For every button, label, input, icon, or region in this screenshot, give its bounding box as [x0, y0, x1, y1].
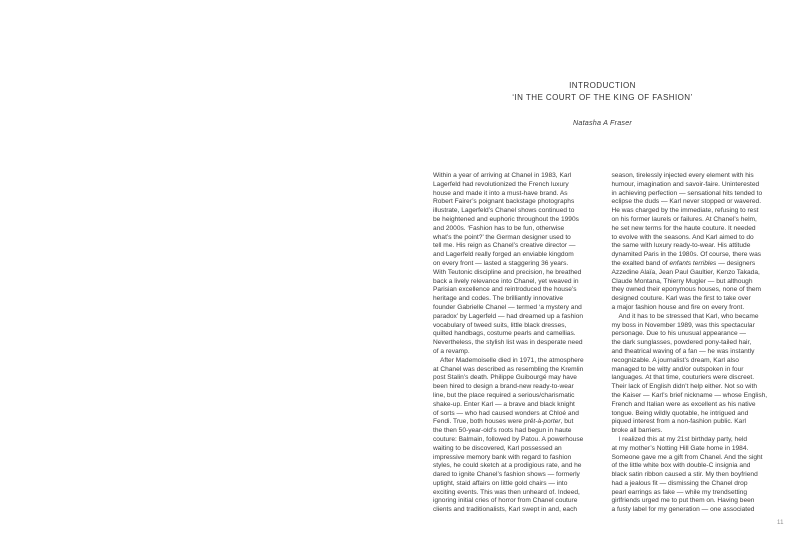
body-line: on his former laurels or failures. At Chanel’s helm,: [611, 215, 757, 223]
body-line: shake-up. Enter Karl — a brave and black knight: [433, 400, 575, 408]
body-line: waiting to be discovered, Karl possessed an: [433, 444, 562, 452]
body-line: the exalted band of enfants terribles — designers: [611, 259, 756, 267]
body-line: piqued interest from a non-fashion public. Karl: [611, 418, 747, 426]
body-line: vocabulary of tweed suits, little black dresses,: [433, 321, 567, 329]
body-line: dynamited Paris in the 1980s. Of course, there was: [611, 251, 762, 259]
body-line: clients and traditionalists, Karl swept in and, each: [433, 506, 578, 514]
body-line: exciting events. This was then unheard of. Indeed,: [433, 488, 580, 496]
body-line: pearl earrings as fake — while my trendsetting: [611, 488, 748, 496]
body-line: the Kaiser — Karl’s brief nickname — whose English,: [611, 391, 768, 399]
body-line: my boss in November 1989, was this spectacular: [611, 321, 755, 329]
body-line: be heightened and euphoric throughout the 1990s: [433, 215, 579, 223]
chapter-title-line2: ‘IN THE COURT OF THE KING OF FASHION’: [512, 92, 693, 102]
author-byline: Natasha A Fraser: [573, 118, 632, 127]
page-number: 11: [777, 520, 784, 526]
body-line: black satin ribbon caused a stir. My then boyfriend: [611, 471, 758, 479]
chapter-title-line1: INTRODUCTION: [569, 81, 636, 90]
body-line: designed couture. Karl was the first to take over: [611, 295, 751, 303]
body-line: and theatrical waving of a fan — he was instantly: [611, 347, 755, 355]
body-line: of sorts — who had caused wonders at Chloé and: [433, 409, 579, 417]
chapter-header: [431, 80, 774, 127]
body-line: styles, he could sketch at a prodigious rate, and he: [433, 462, 582, 470]
body-line: Someone gave me a gift from Chanel. And the sight: [611, 453, 763, 461]
body-line: uptight, staid affairs on little gold chairs — into: [433, 479, 568, 487]
body-line: And it has to be stressed that Karl, who became: [618, 312, 759, 320]
body-line: With Teutonic discipline and precision, he breathed: [433, 268, 582, 276]
body-line: they owned their eponymous houses, none of them: [611, 286, 762, 294]
body-line: ignoring initial cries of horror from Chanel couture: [433, 497, 578, 505]
body-line: been hired to design a brand-new ready-to-wear: [433, 383, 574, 391]
body-right-column: [612, 172, 779, 515]
body-line: I realized this at my 21st birthday party, held: [618, 435, 748, 443]
body-line: illustrate, Lagerfeld’s Chanel shows continued to: [433, 207, 575, 215]
body-line: After Mademoiselle died in 1971, the atmosphere: [440, 356, 584, 364]
body-line: line, but the place required a serious/charismatic: [433, 391, 575, 399]
body-line: at Chanel was described as resembling the Kremlin: [433, 365, 584, 373]
body-left-column: [433, 172, 600, 515]
body-line: what’s the point?’ the German designer used to: [433, 233, 571, 241]
body-line: founder Gabrielle Chanel — termed ‘a mystery and: [433, 303, 582, 311]
body-line: girlfriends urged me to put them on. Having been: [611, 497, 755, 505]
body-line: and 2000s. ‘Fashion has to be fun, otherwise: [433, 224, 565, 232]
body-line: paradox’ by Lagerfeld — had dreamed up a fashion: [433, 312, 584, 320]
body-line: He was charged by the immediate, refusing to rest: [611, 207, 759, 215]
body-line: had a jealous fit — dismissing the Chanel drop: [611, 479, 748, 487]
body-line: broke all barriers.: [611, 427, 663, 435]
body-line: recognizable. A journalist’s dream, Karl also: [611, 356, 739, 364]
body-line: French and Italian were as excellent as his native: [611, 400, 756, 408]
body-line: of a revamp.: [433, 347, 470, 355]
body-line: in achieving perfection — sensational hits tended to: [611, 189, 763, 197]
body-line: season, tirelessly injected every element with his: [611, 172, 754, 179]
body-line: Nevertheless, the stylish list was in desperate need: [433, 339, 583, 347]
body-line: back a lively relevance into Chanel, yet weaved in: [433, 277, 579, 285]
body-line: tongue. Being wildly quotable, he intrigued and: [611, 409, 749, 417]
body-line: Parisian excellence and reintroduced the house’s: [433, 286, 577, 294]
body-line: and Lagerfeld really forged an enviable kingdom: [433, 251, 574, 259]
body-line: house and made it into a must-have brand. As: [433, 189, 568, 197]
body-line: Claude Montana, Thierry Mugler — but although: [611, 277, 753, 285]
body-line: Their lack of English didn’t help either. Not so with: [611, 383, 758, 391]
body-line: to evolve with the seasons. And Karl aimed to do: [611, 233, 754, 241]
body-line: dared to ignite Chanel’s fashion shows — formerly: [433, 471, 580, 479]
body-line: heritage and codes. The brilliantly innovative: [433, 295, 564, 303]
body-line: languages. At that time, couturiers were discreet.: [611, 374, 755, 382]
body-line: personage. Due to his unusual appearance —: [611, 330, 747, 338]
body-line: Robert Fairer’s poignant backstage photographs: [433, 198, 575, 206]
body-line: Lagerfeld had revolutionized the French luxury: [433, 180, 569, 188]
body-line: Azzedine Alaïa, Jean Paul Gaultier, Kenzo Takada,: [611, 268, 760, 276]
body-line: Within a year of arriving at Chanel in 1983, Karl: [433, 172, 572, 179]
body-line: on every front — lasted a staggering 36 years.: [433, 259, 569, 267]
body-line: tell me. His reign as Chanel’s creative director —: [433, 242, 576, 250]
body-line: a major fashion house and fire on every front.: [611, 303, 745, 311]
body-line: managed to be witty and/or outspoken in four: [611, 365, 744, 373]
body-line: at my mother’s Notting Hill Gate home in 1984.: [611, 444, 749, 452]
body-line: he set new terms for the haute couture. It needed: [611, 224, 756, 232]
body-line: eclipse the duds — Karl never stopped or wavered.: [611, 198, 762, 206]
body-line: impressive memory bank with regard to fashion: [433, 453, 572, 461]
body-line: the then 50-year-old’s roots had begun in haute: [433, 427, 572, 435]
body-line: the dark sunglasses, powdered pony-tailed hair,: [611, 339, 752, 347]
body-line: Fendi. True, both houses were prêt-à-porter, but: [433, 418, 574, 426]
body-line: couture: Balmain, followed by Patou. A powerhouse: [433, 435, 584, 443]
body-line: humour, imagination and savoir-faire. Uninterested: [611, 180, 760, 188]
body-line: a fusty label for my generation — one associated: [611, 506, 755, 514]
body-line: of the little white box with double-C insignia and: [611, 462, 751, 470]
body-line: the same with luxury ready-to-wear. His attitude: [611, 242, 751, 250]
body-line: quilted handbags, costume pearls and camellias.: [433, 330, 576, 338]
body-text: [433, 172, 778, 515]
body-line: post Stalin’s death. Philippe Guibourgé may have: [433, 374, 577, 382]
